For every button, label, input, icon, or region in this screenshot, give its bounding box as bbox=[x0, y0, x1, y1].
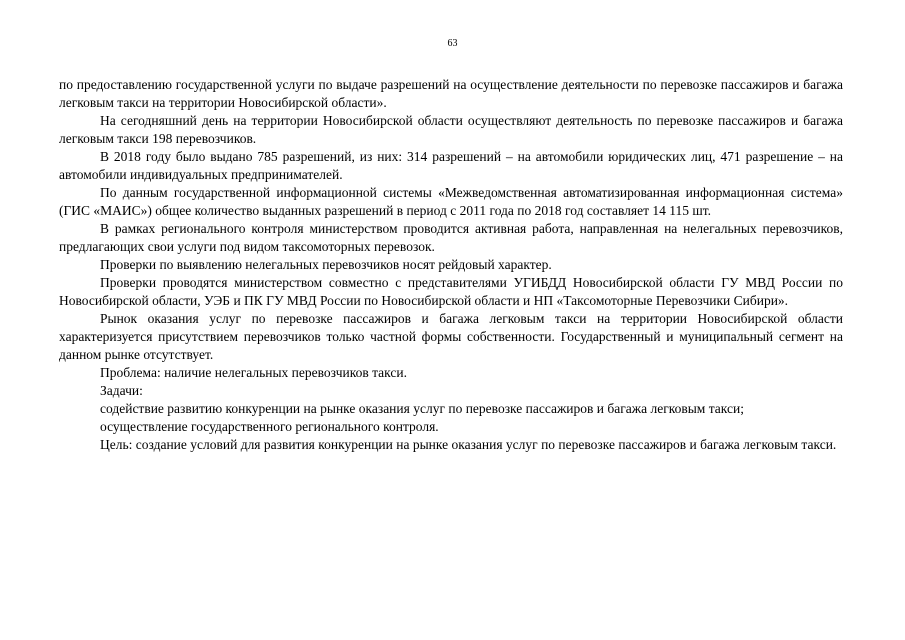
document-body bbox=[59, 76, 843, 454]
paragraph: осуществление государственного регионального контроля. bbox=[100, 419, 439, 434]
paragraph: Проверки по выявлению нелегальных перевозчиков носят рейдовый характер. bbox=[100, 257, 552, 272]
paragraph: по предоставлению государственной услуги по выдаче разрешений на осуществление деятельности по перевозке пассажиров и багажа легковым такси на территории Новосибирской области». bbox=[59, 77, 843, 110]
paragraph: Рынок оказания услуг по перевозке пассажиров и багажа легковым такси на территории Новосибирской области характеризуется присутствием перевозчиков только частной формы собственности. Государственный и муниципальный сегмент на данном рынке отсутствует. bbox=[59, 311, 843, 362]
paragraph: По данным государственной информационной системы «Межведомственная автоматизированная информационная система» (ГИС «МАИС») общее количество выданных разрешений в период с 2011 года по 2018 год составляет 14 115 шт. bbox=[59, 185, 843, 218]
paragraph: содействие развитию конкуренции на рынке оказания услуг по перевозке пассажиров и багажа легковым такси; bbox=[100, 401, 744, 416]
paragraph: Проблема: наличие нелегальных перевозчиков такси. bbox=[100, 365, 407, 380]
page-number: 63 bbox=[447, 38, 458, 49]
paragraph: На сегодняшний день на территории Новосибирской области осуществляют деятельность по перевозке пассажиров и багажа легковым такси 198 перевозчиков. bbox=[59, 113, 843, 146]
paragraph: В рамках регионального контроля министерством проводится активная работа, направленная на нелегальных перевозчиков, предлагающих свои услуги под видом таксомоторных перевозок. bbox=[59, 221, 843, 254]
paragraph: В 2018 году было выдано 785 разрешений, из них: 314 разрешений – на автомобили юридических лиц, 471 разрешение – на автомобили индивидуальных предпринимателей. bbox=[59, 149, 843, 182]
paragraph: Проверки проводятся министерством совместно с представителями УГИБДД Новосибирской области ГУ МВД России по Новосибирской области, УЭБ и ПК ГУ МВД России по Новосибирской области и НП «Таксомоторные Перевозчики Сибири». bbox=[59, 275, 843, 308]
paragraph: Задачи: bbox=[100, 383, 143, 398]
paragraph: Цель: создание условий для развития конкуренции на рынке оказания услуг по перевозке пассажиров и багажа легковым такси. bbox=[100, 437, 837, 452]
